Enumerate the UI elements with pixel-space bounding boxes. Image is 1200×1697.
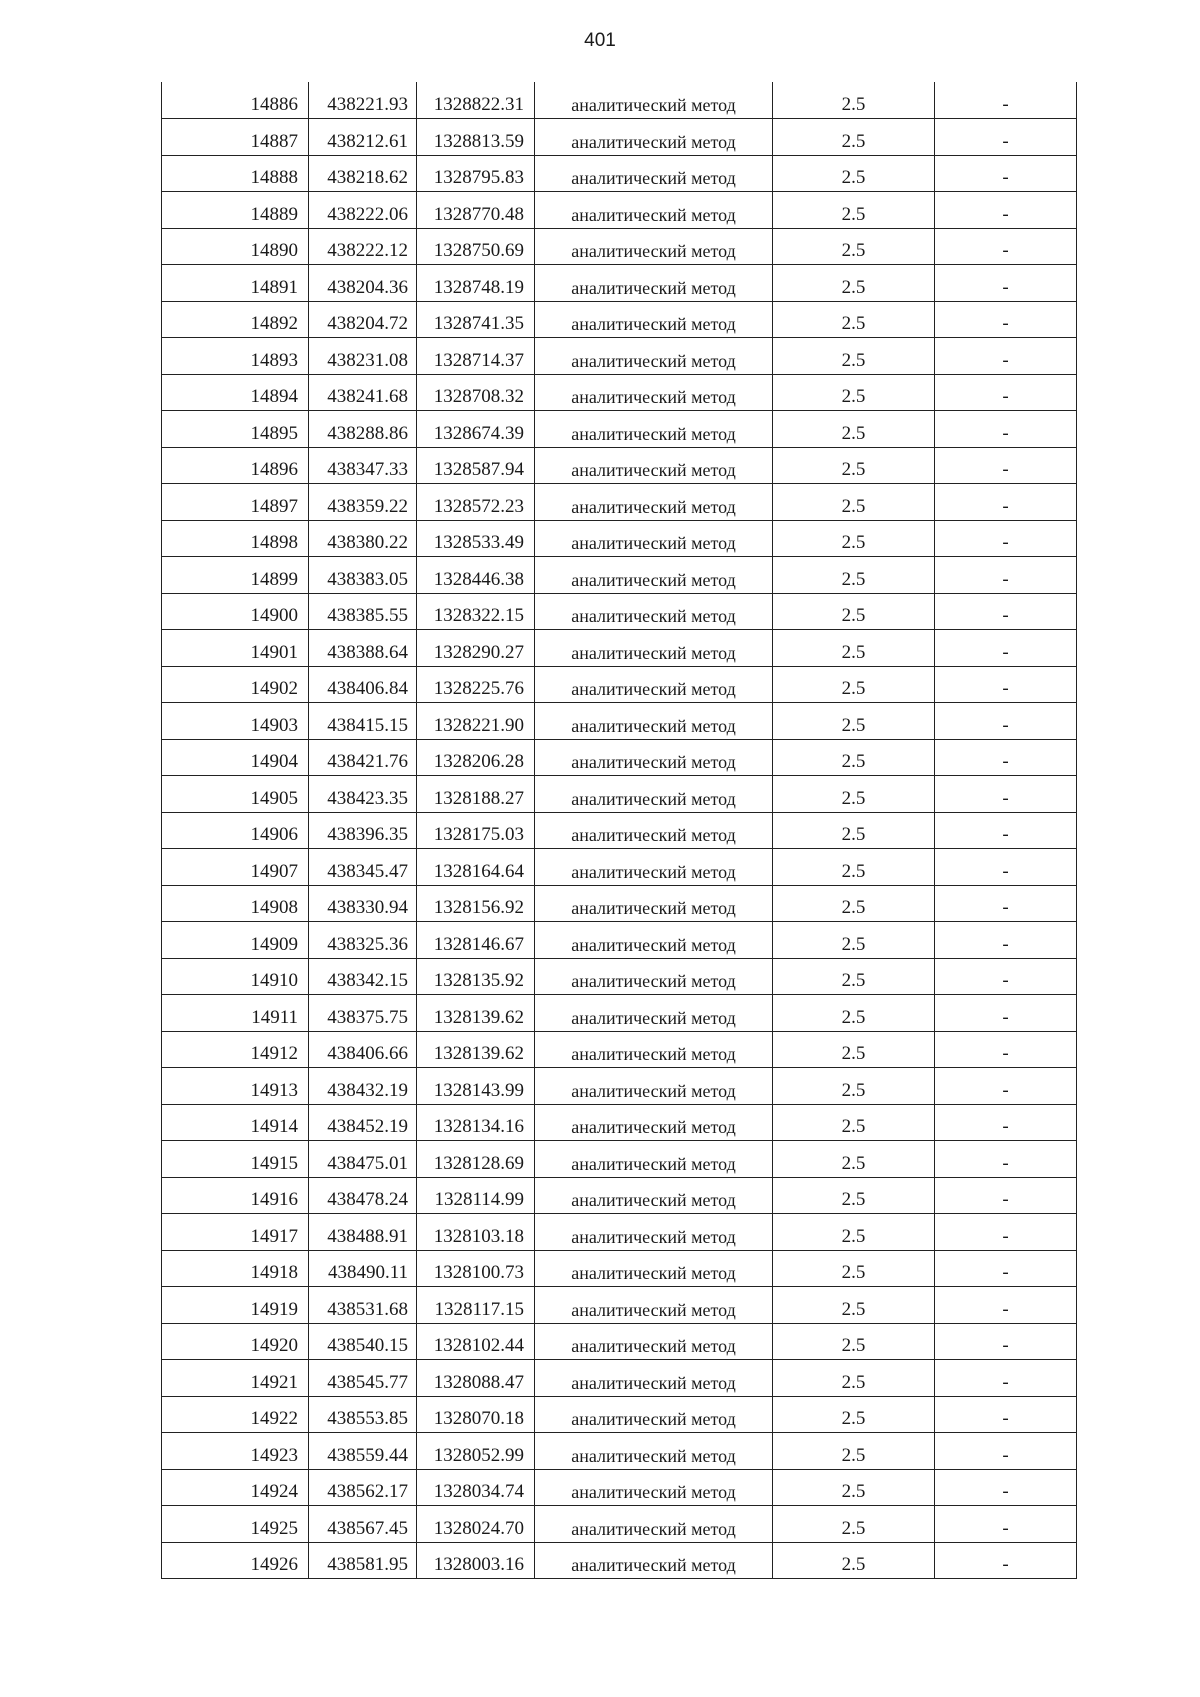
accuracy-cell: 2.5 — [773, 1396, 935, 1433]
y-coordinate-cell: 1328139.62 — [417, 995, 535, 1032]
y-coordinate-cell: 1328587.94 — [417, 447, 535, 484]
accuracy-cell: 2.5 — [773, 1506, 935, 1543]
note-cell: - — [935, 1214, 1077, 1251]
note-cell: - — [935, 1250, 1077, 1287]
y-coordinate-cell: 1328146.67 — [417, 922, 535, 959]
x-coordinate-cell: 438452.19 — [309, 1104, 417, 1141]
point-number-cell: 14919 — [162, 1287, 309, 1324]
method-cell: аналитический метод — [535, 593, 773, 630]
method-cell: аналитический метод — [535, 447, 773, 484]
note-cell: - — [935, 666, 1077, 703]
y-coordinate-cell: 1328221.90 — [417, 703, 535, 740]
accuracy-cell: 2.5 — [773, 301, 935, 338]
note-cell: - — [935, 849, 1077, 886]
table-row — [162, 265, 1077, 302]
point-number-cell: 14915 — [162, 1141, 309, 1178]
x-coordinate-cell: 438218.62 — [309, 155, 417, 192]
method-cell: аналитический метод — [535, 1141, 773, 1178]
point-number-cell: 14895 — [162, 411, 309, 448]
x-coordinate-cell: 438531.68 — [309, 1287, 417, 1324]
point-number-cell: 14904 — [162, 739, 309, 776]
point-number-cell: 14902 — [162, 666, 309, 703]
table-row — [162, 703, 1077, 740]
note-cell: - — [935, 228, 1077, 265]
x-coordinate-cell: 438562.17 — [309, 1469, 417, 1506]
method-cell: аналитический метод — [535, 849, 773, 886]
y-coordinate-cell: 1328103.18 — [417, 1214, 535, 1251]
x-coordinate-cell: 438212.61 — [309, 119, 417, 156]
note-cell: - — [935, 1141, 1077, 1178]
note-cell: - — [935, 411, 1077, 448]
note-cell: - — [935, 557, 1077, 594]
x-coordinate-cell: 438488.91 — [309, 1214, 417, 1251]
point-number-cell: 14893 — [162, 338, 309, 375]
note-cell: - — [935, 1287, 1077, 1324]
accuracy-cell: 2.5 — [773, 1433, 935, 1470]
y-coordinate-cell: 1328128.69 — [417, 1141, 535, 1178]
table-row — [162, 1396, 1077, 1433]
method-cell: аналитический метод — [535, 1104, 773, 1141]
x-coordinate-cell: 438231.08 — [309, 338, 417, 375]
y-coordinate-cell: 1328748.19 — [417, 265, 535, 302]
note-cell: - — [935, 1433, 1077, 1470]
x-coordinate-cell: 438345.47 — [309, 849, 417, 886]
accuracy-cell: 2.5 — [773, 119, 935, 156]
method-cell: аналитический метод — [535, 776, 773, 813]
x-coordinate-cell: 438478.24 — [309, 1177, 417, 1214]
y-coordinate-cell: 1328188.27 — [417, 776, 535, 813]
accuracy-cell: 2.5 — [773, 1177, 935, 1214]
note-cell: - — [935, 1506, 1077, 1543]
table-row — [162, 1141, 1077, 1178]
x-coordinate-cell: 438553.85 — [309, 1396, 417, 1433]
point-number-cell: 14900 — [162, 593, 309, 630]
note-cell: - — [935, 484, 1077, 521]
y-coordinate-cell: 1328143.99 — [417, 1068, 535, 1105]
method-cell: аналитический метод — [535, 1031, 773, 1068]
x-coordinate-cell: 438406.84 — [309, 666, 417, 703]
table-row — [162, 739, 1077, 776]
note-cell: - — [935, 82, 1077, 119]
note-cell: - — [935, 1177, 1077, 1214]
table-row — [162, 1031, 1077, 1068]
y-coordinate-cell: 1328446.38 — [417, 557, 535, 594]
table-row — [162, 374, 1077, 411]
note-cell: - — [935, 995, 1077, 1032]
method-cell: аналитический метод — [535, 1214, 773, 1251]
x-coordinate-cell: 438288.86 — [309, 411, 417, 448]
x-coordinate-cell: 438380.22 — [309, 520, 417, 557]
note-cell: - — [935, 1542, 1077, 1579]
table-row — [162, 447, 1077, 484]
point-number-cell: 14923 — [162, 1433, 309, 1470]
x-coordinate-cell: 438432.19 — [309, 1068, 417, 1105]
table-row — [162, 1360, 1077, 1397]
y-coordinate-cell: 1328052.99 — [417, 1433, 535, 1470]
accuracy-cell: 2.5 — [773, 1031, 935, 1068]
accuracy-cell: 2.5 — [773, 1104, 935, 1141]
method-cell: аналитический метод — [535, 520, 773, 557]
method-cell: аналитический метод — [535, 1287, 773, 1324]
point-number-cell: 14913 — [162, 1068, 309, 1105]
table-row — [162, 484, 1077, 521]
coordinates-table-body — [162, 82, 1077, 1579]
method-cell: аналитический метод — [535, 1542, 773, 1579]
accuracy-cell: 2.5 — [773, 1469, 935, 1506]
table-row — [162, 849, 1077, 886]
note-cell: - — [935, 374, 1077, 411]
point-number-cell: 14891 — [162, 265, 309, 302]
method-cell: аналитический метод — [535, 82, 773, 119]
point-number-cell: 14914 — [162, 1104, 309, 1141]
y-coordinate-cell: 1328770.48 — [417, 192, 535, 229]
y-coordinate-cell: 1328134.16 — [417, 1104, 535, 1141]
y-coordinate-cell: 1328822.31 — [417, 82, 535, 119]
point-number-cell: 14911 — [162, 995, 309, 1032]
y-coordinate-cell: 1328003.16 — [417, 1542, 535, 1579]
accuracy-cell: 2.5 — [773, 374, 935, 411]
table-row — [162, 82, 1077, 119]
point-number-cell: 14898 — [162, 520, 309, 557]
y-coordinate-cell: 1328290.27 — [417, 630, 535, 667]
table-row — [162, 666, 1077, 703]
y-coordinate-cell: 1328070.18 — [417, 1396, 535, 1433]
x-coordinate-cell: 438421.76 — [309, 739, 417, 776]
note-cell: - — [935, 447, 1077, 484]
y-coordinate-cell: 1328813.59 — [417, 119, 535, 156]
table-row — [162, 1250, 1077, 1287]
x-coordinate-cell: 438325.36 — [309, 922, 417, 959]
table-row — [162, 301, 1077, 338]
x-coordinate-cell: 438559.44 — [309, 1433, 417, 1470]
accuracy-cell: 2.5 — [773, 265, 935, 302]
y-coordinate-cell: 1328708.32 — [417, 374, 535, 411]
method-cell: аналитический метод — [535, 192, 773, 229]
y-coordinate-cell: 1328114.99 — [417, 1177, 535, 1214]
x-coordinate-cell: 438241.68 — [309, 374, 417, 411]
accuracy-cell: 2.5 — [773, 520, 935, 557]
accuracy-cell: 2.5 — [773, 557, 935, 594]
y-coordinate-cell: 1328024.70 — [417, 1506, 535, 1543]
method-cell: аналитический метод — [535, 301, 773, 338]
table-row — [162, 338, 1077, 375]
table-row — [162, 119, 1077, 156]
point-number-cell: 14905 — [162, 776, 309, 813]
table-row — [162, 776, 1077, 813]
method-cell: аналитический метод — [535, 1323, 773, 1360]
table-row — [162, 155, 1077, 192]
note-cell: - — [935, 1068, 1077, 1105]
x-coordinate-cell: 438540.15 — [309, 1323, 417, 1360]
x-coordinate-cell: 438415.15 — [309, 703, 417, 740]
accuracy-cell: 2.5 — [773, 995, 935, 1032]
table-row — [162, 1287, 1077, 1324]
x-coordinate-cell: 438490.11 — [309, 1250, 417, 1287]
method-cell: аналитический метод — [535, 1177, 773, 1214]
table-row — [162, 995, 1077, 1032]
y-coordinate-cell: 1328156.92 — [417, 885, 535, 922]
x-coordinate-cell: 438342.15 — [309, 958, 417, 995]
y-coordinate-cell: 1328139.62 — [417, 1031, 535, 1068]
x-coordinate-cell: 438423.35 — [309, 776, 417, 813]
note-cell: - — [935, 1396, 1077, 1433]
table-row — [162, 922, 1077, 959]
method-cell: аналитический метод — [535, 1433, 773, 1470]
note-cell: - — [935, 1104, 1077, 1141]
point-number-cell: 14896 — [162, 447, 309, 484]
point-number-cell: 14887 — [162, 119, 309, 156]
accuracy-cell: 2.5 — [773, 484, 935, 521]
note-cell: - — [935, 630, 1077, 667]
method-cell: аналитический метод — [535, 265, 773, 302]
note-cell: - — [935, 119, 1077, 156]
accuracy-cell: 2.5 — [773, 1323, 935, 1360]
accuracy-cell: 2.5 — [773, 82, 935, 119]
x-coordinate-cell: 438204.36 — [309, 265, 417, 302]
method-cell: аналитический метод — [535, 995, 773, 1032]
note-cell: - — [935, 1323, 1077, 1360]
note-cell: - — [935, 739, 1077, 776]
accuracy-cell: 2.5 — [773, 1250, 935, 1287]
accuracy-cell: 2.5 — [773, 1360, 935, 1397]
point-number-cell: 14890 — [162, 228, 309, 265]
table-row — [162, 1506, 1077, 1543]
point-number-cell: 14922 — [162, 1396, 309, 1433]
method-cell: аналитический метод — [535, 374, 773, 411]
note-cell: - — [935, 520, 1077, 557]
table-row — [162, 593, 1077, 630]
accuracy-cell: 2.5 — [773, 666, 935, 703]
method-cell: аналитический метод — [535, 484, 773, 521]
x-coordinate-cell: 438545.77 — [309, 1360, 417, 1397]
x-coordinate-cell: 438375.75 — [309, 995, 417, 1032]
note-cell: - — [935, 1360, 1077, 1397]
point-number-cell: 14920 — [162, 1323, 309, 1360]
x-coordinate-cell: 438581.95 — [309, 1542, 417, 1579]
accuracy-cell: 2.5 — [773, 630, 935, 667]
accuracy-cell: 2.5 — [773, 1214, 935, 1251]
y-coordinate-cell: 1328750.69 — [417, 228, 535, 265]
x-coordinate-cell: 438222.12 — [309, 228, 417, 265]
method-cell: аналитический метод — [535, 557, 773, 594]
x-coordinate-cell: 438406.66 — [309, 1031, 417, 1068]
accuracy-cell: 2.5 — [773, 958, 935, 995]
accuracy-cell: 2.5 — [773, 155, 935, 192]
table-row — [162, 1469, 1077, 1506]
note-cell: - — [935, 812, 1077, 849]
x-coordinate-cell: 438383.05 — [309, 557, 417, 594]
table-row — [162, 1068, 1077, 1105]
accuracy-cell: 2.5 — [773, 447, 935, 484]
accuracy-cell: 2.5 — [773, 922, 935, 959]
method-cell: аналитический метод — [535, 119, 773, 156]
method-cell: аналитический метод — [535, 228, 773, 265]
x-coordinate-cell: 438567.45 — [309, 1506, 417, 1543]
table-row — [162, 1433, 1077, 1470]
y-coordinate-cell: 1328175.03 — [417, 812, 535, 849]
y-coordinate-cell: 1328034.74 — [417, 1469, 535, 1506]
table-row — [162, 411, 1077, 448]
point-number-cell: 14925 — [162, 1506, 309, 1543]
y-coordinate-cell: 1328225.76 — [417, 666, 535, 703]
note-cell: - — [935, 338, 1077, 375]
x-coordinate-cell: 438385.55 — [309, 593, 417, 630]
x-coordinate-cell: 438222.06 — [309, 192, 417, 229]
point-number-cell: 14892 — [162, 301, 309, 338]
x-coordinate-cell: 438396.35 — [309, 812, 417, 849]
method-cell: аналитический метод — [535, 958, 773, 995]
point-number-cell: 14888 — [162, 155, 309, 192]
table-row — [162, 812, 1077, 849]
point-number-cell: 14903 — [162, 703, 309, 740]
note-cell: - — [935, 885, 1077, 922]
point-number-cell: 14926 — [162, 1542, 309, 1579]
method-cell: аналитический метод — [535, 703, 773, 740]
note-cell: - — [935, 192, 1077, 229]
x-coordinate-cell: 438388.64 — [309, 630, 417, 667]
y-coordinate-cell: 1328674.39 — [417, 411, 535, 448]
table-row — [162, 1323, 1077, 1360]
method-cell: аналитический метод — [535, 812, 773, 849]
y-coordinate-cell: 1328117.15 — [417, 1287, 535, 1324]
method-cell: аналитический метод — [535, 666, 773, 703]
y-coordinate-cell: 1328572.23 — [417, 484, 535, 521]
point-number-cell: 14916 — [162, 1177, 309, 1214]
table-row — [162, 885, 1077, 922]
x-coordinate-cell: 438204.72 — [309, 301, 417, 338]
table-row — [162, 1542, 1077, 1579]
table-row — [162, 958, 1077, 995]
point-number-cell: 14924 — [162, 1469, 309, 1506]
point-number-cell: 14886 — [162, 82, 309, 119]
method-cell: аналитический метод — [535, 155, 773, 192]
note-cell: - — [935, 155, 1077, 192]
accuracy-cell: 2.5 — [773, 885, 935, 922]
accuracy-cell: 2.5 — [773, 703, 935, 740]
accuracy-cell: 2.5 — [773, 849, 935, 886]
y-coordinate-cell: 1328164.64 — [417, 849, 535, 886]
y-coordinate-cell: 1328206.28 — [417, 739, 535, 776]
method-cell: аналитический метод — [535, 1250, 773, 1287]
point-number-cell: 14894 — [162, 374, 309, 411]
table-row — [162, 630, 1077, 667]
note-cell: - — [935, 1469, 1077, 1506]
note-cell: - — [935, 922, 1077, 959]
method-cell: аналитический метод — [535, 1068, 773, 1105]
method-cell: аналитический метод — [535, 1506, 773, 1543]
method-cell: аналитический метод — [535, 338, 773, 375]
note-cell: - — [935, 301, 1077, 338]
note-cell: - — [935, 958, 1077, 995]
accuracy-cell: 2.5 — [773, 812, 935, 849]
y-coordinate-cell: 1328741.35 — [417, 301, 535, 338]
note-cell: - — [935, 776, 1077, 813]
point-number-cell: 14909 — [162, 922, 309, 959]
point-number-cell: 14921 — [162, 1360, 309, 1397]
table-row — [162, 192, 1077, 229]
method-cell: аналитический метод — [535, 885, 773, 922]
coordinates-table — [161, 82, 1077, 1579]
y-coordinate-cell: 1328088.47 — [417, 1360, 535, 1397]
y-coordinate-cell: 1328102.44 — [417, 1323, 535, 1360]
x-coordinate-cell: 438221.93 — [309, 82, 417, 119]
table-row — [162, 1104, 1077, 1141]
accuracy-cell: 2.5 — [773, 1068, 935, 1105]
y-coordinate-cell: 1328533.49 — [417, 520, 535, 557]
accuracy-cell: 2.5 — [773, 228, 935, 265]
y-coordinate-cell: 1328100.73 — [417, 1250, 535, 1287]
method-cell: аналитический метод — [535, 922, 773, 959]
accuracy-cell: 2.5 — [773, 776, 935, 813]
point-number-cell: 14912 — [162, 1031, 309, 1068]
table-row — [162, 228, 1077, 265]
point-number-cell: 14897 — [162, 484, 309, 521]
accuracy-cell: 2.5 — [773, 1287, 935, 1324]
point-number-cell: 14899 — [162, 557, 309, 594]
point-number-cell: 14918 — [162, 1250, 309, 1287]
method-cell: аналитический метод — [535, 1360, 773, 1397]
point-number-cell: 14917 — [162, 1214, 309, 1251]
page-number: 401 — [584, 30, 616, 51]
point-number-cell: 14907 — [162, 849, 309, 886]
note-cell: - — [935, 593, 1077, 630]
accuracy-cell: 2.5 — [773, 1542, 935, 1579]
accuracy-cell: 2.5 — [773, 1141, 935, 1178]
x-coordinate-cell: 438359.22 — [309, 484, 417, 521]
y-coordinate-cell: 1328135.92 — [417, 958, 535, 995]
x-coordinate-cell: 438475.01 — [309, 1141, 417, 1178]
point-number-cell: 14910 — [162, 958, 309, 995]
y-coordinate-cell: 1328714.37 — [417, 338, 535, 375]
point-number-cell: 14889 — [162, 192, 309, 229]
method-cell: аналитический метод — [535, 411, 773, 448]
table-row — [162, 1214, 1077, 1251]
note-cell: - — [935, 1031, 1077, 1068]
y-coordinate-cell: 1328795.83 — [417, 155, 535, 192]
x-coordinate-cell: 438330.94 — [309, 885, 417, 922]
note-cell: - — [935, 703, 1077, 740]
table-row — [162, 1177, 1077, 1214]
table-row — [162, 520, 1077, 557]
method-cell: аналитический метод — [535, 1396, 773, 1433]
accuracy-cell: 2.5 — [773, 593, 935, 630]
method-cell: аналитический метод — [535, 1469, 773, 1506]
point-number-cell: 14908 — [162, 885, 309, 922]
accuracy-cell: 2.5 — [773, 192, 935, 229]
method-cell: аналитический метод — [535, 739, 773, 776]
x-coordinate-cell: 438347.33 — [309, 447, 417, 484]
accuracy-cell: 2.5 — [773, 411, 935, 448]
method-cell: аналитический метод — [535, 630, 773, 667]
note-cell: - — [935, 265, 1077, 302]
table-row — [162, 557, 1077, 594]
accuracy-cell: 2.5 — [773, 338, 935, 375]
accuracy-cell: 2.5 — [773, 739, 935, 776]
point-number-cell: 14906 — [162, 812, 309, 849]
y-coordinate-cell: 1328322.15 — [417, 593, 535, 630]
point-number-cell: 14901 — [162, 630, 309, 667]
